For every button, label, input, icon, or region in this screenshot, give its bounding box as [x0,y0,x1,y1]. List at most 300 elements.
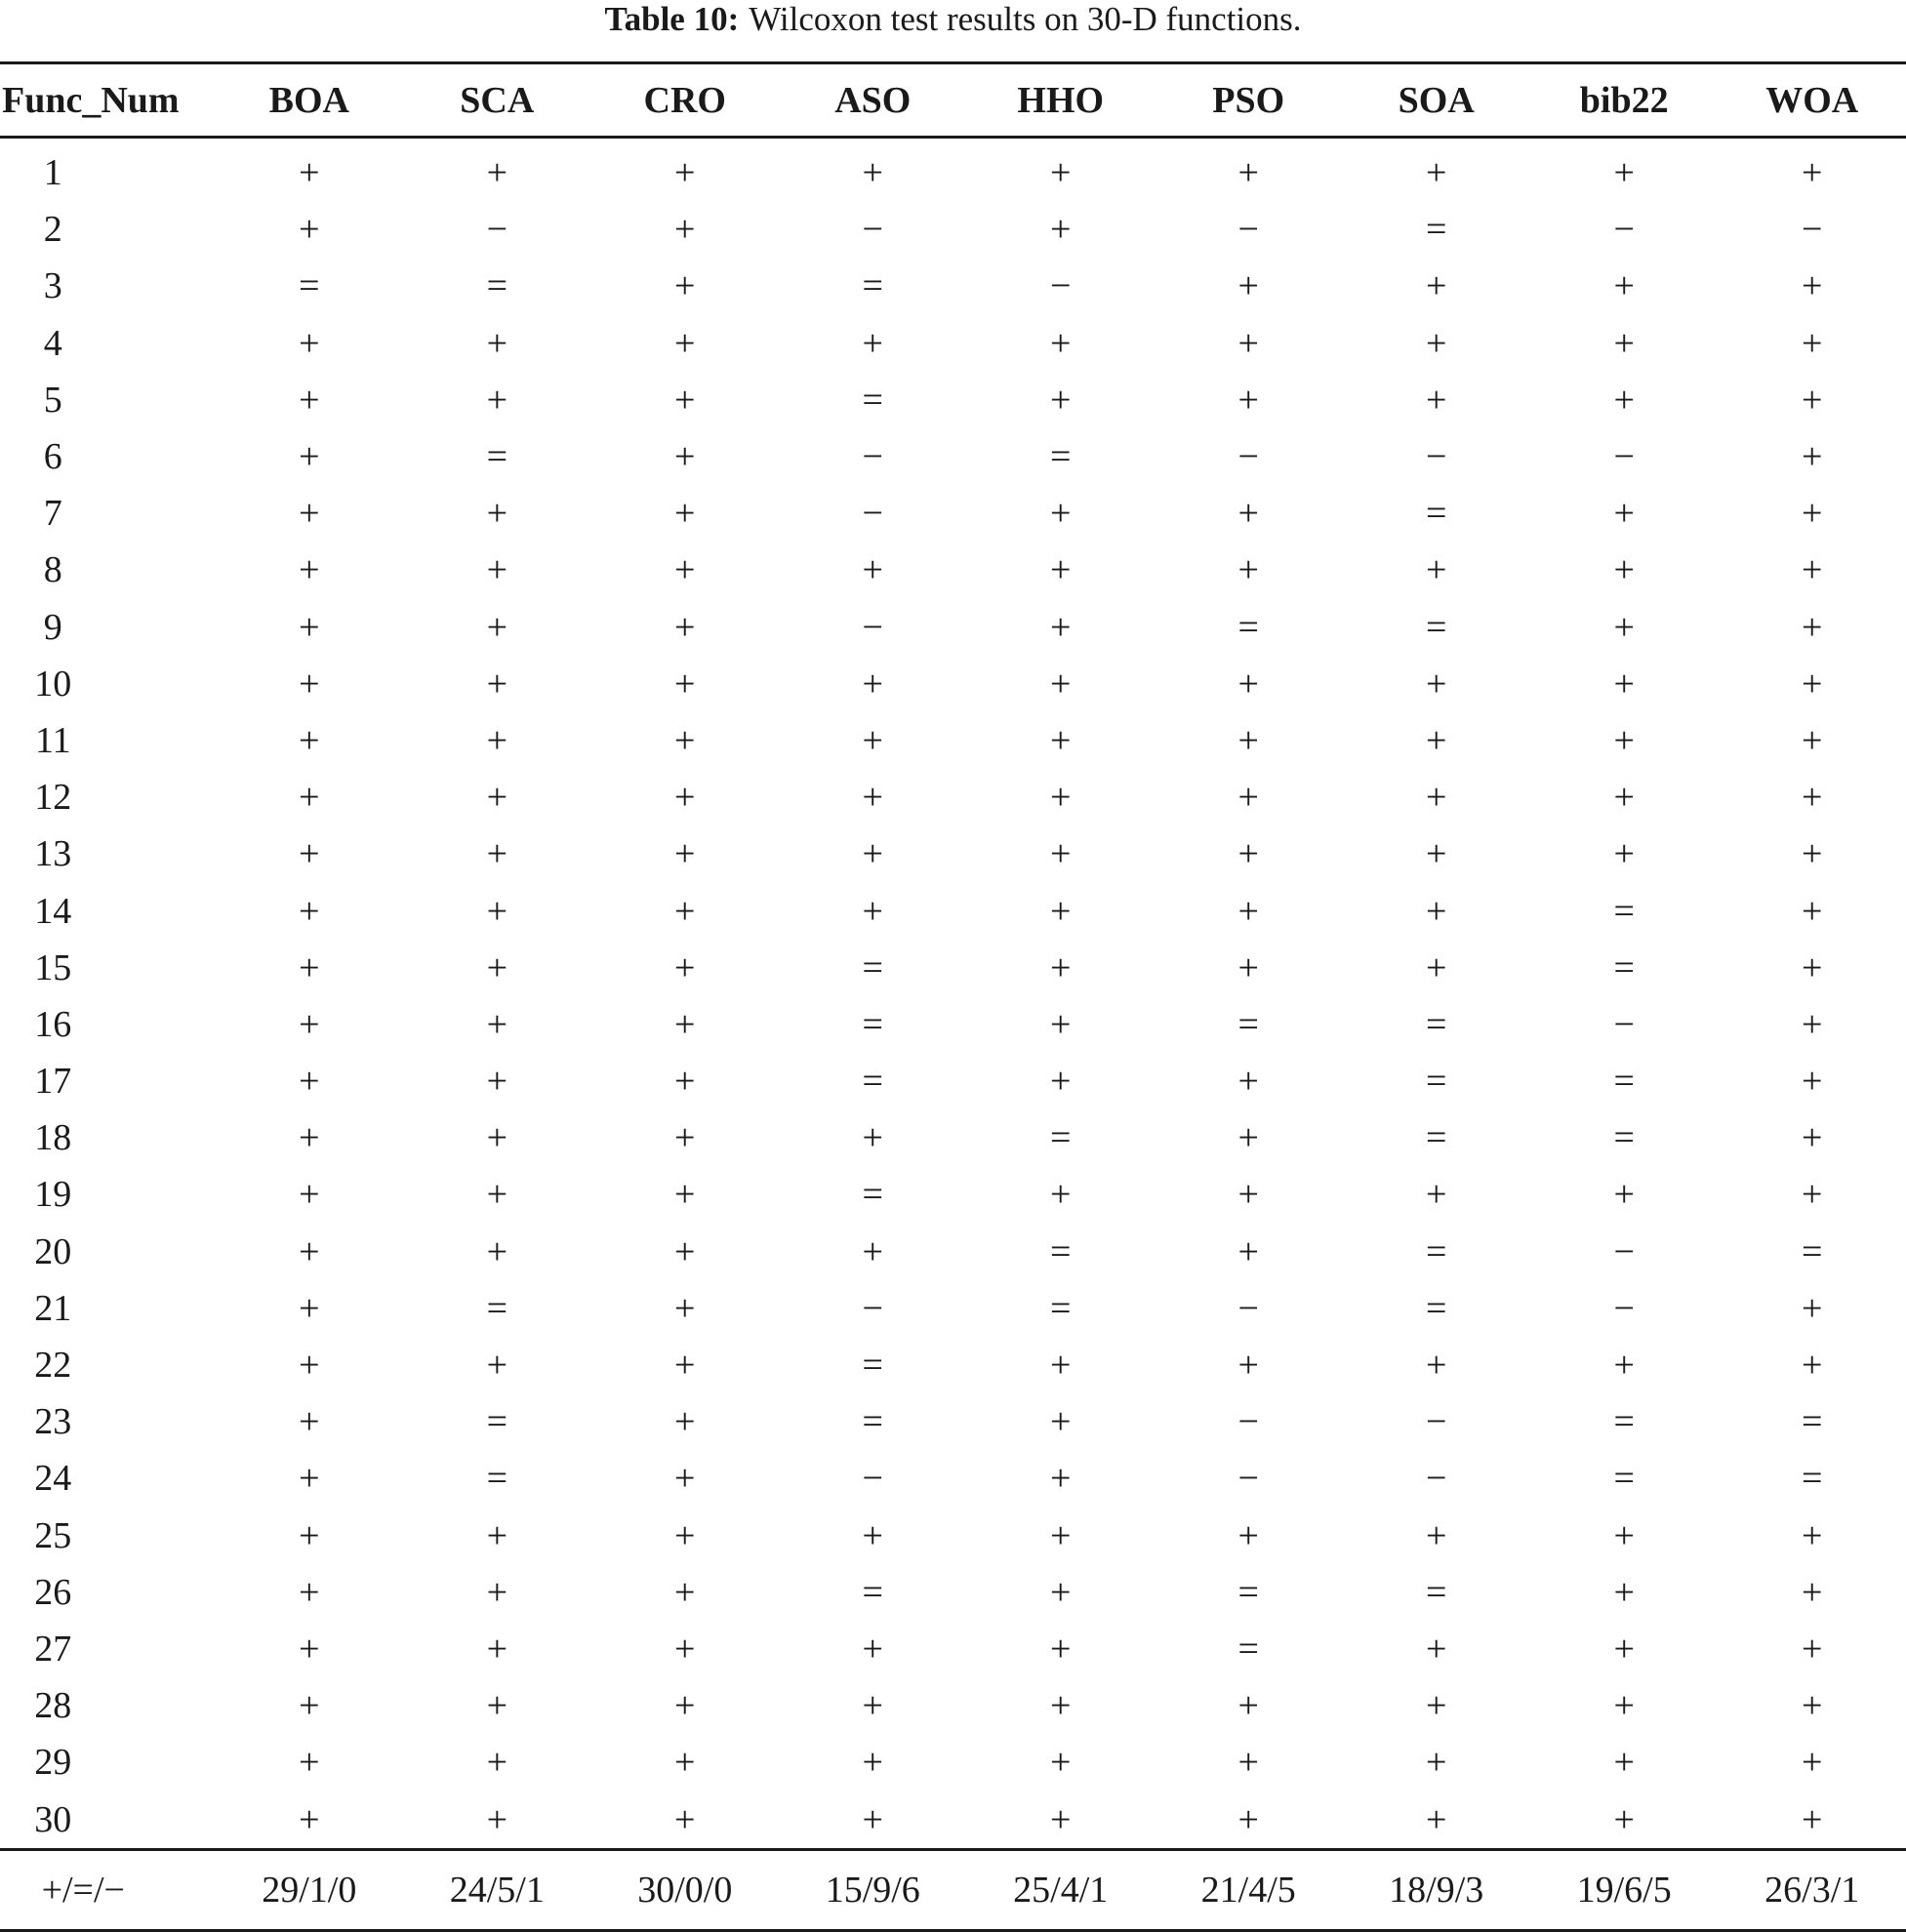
result-cell: + [1050,1174,1072,1216]
result-cell: + [1237,265,1259,307]
result-cell: + [674,1571,696,1613]
summary-cell: 25/4/1 [967,1849,1155,1930]
result-cell: − [862,1458,883,1500]
result-cell: + [674,1798,696,1840]
func-num-cell: 1 [43,152,62,194]
result-cell: + [486,152,507,194]
result-cell: = [1050,1287,1072,1329]
result-cell: = [862,1003,883,1045]
result-cell: = [486,1401,507,1443]
result-cell: + [1237,493,1259,535]
result-cell: + [862,1742,883,1784]
result-cell: + [299,493,320,535]
result-cell: + [486,1628,507,1670]
result-cell: + [1050,663,1072,704]
result-cell: + [486,663,507,704]
table-row [0,1734,1906,1791]
result-cell: + [486,379,507,421]
result-cell: + [1237,946,1259,988]
result-cell: = [1425,493,1447,535]
result-cell: = [1425,209,1447,251]
result-cell: + [1613,1685,1635,1727]
result-cell: + [1050,719,1072,761]
result-cell: + [862,1514,883,1556]
result-cell: + [486,1571,507,1613]
result-cell: + [1237,549,1259,591]
result-cell: − [1613,1003,1635,1045]
result-cell: + [1802,1571,1823,1613]
result-cell: − [862,606,883,648]
result-cell: = [1613,1458,1635,1500]
result-cell: + [674,379,696,421]
header-cro: CRO [591,63,779,138]
result-cell: + [1802,1514,1823,1556]
table-row [0,138,1906,202]
result-cell: + [299,719,320,761]
result-cell: + [1802,1117,1823,1159]
result-cell: + [299,379,320,421]
result-cell: + [1050,1061,1072,1103]
result-cell: + [1613,1742,1635,1784]
result-cell: + [486,1798,507,1840]
result-cell: + [862,719,883,761]
result-cell: = [1613,1117,1635,1159]
func-num-cell: 22 [34,1345,72,1387]
table-row [0,1166,1906,1223]
result-cell: + [1425,890,1447,932]
result-cell: + [299,777,320,819]
result-cell: − [862,1287,883,1329]
result-cell: + [862,663,883,704]
func-num-cell: 30 [34,1798,72,1840]
result-cell: + [862,549,883,591]
table-row [0,1280,1906,1337]
table-row [0,1677,1906,1734]
result-cell: + [1237,379,1259,421]
result-cell: + [299,1345,320,1387]
result-cell: + [299,152,320,194]
summary-cell: 26/3/1 [1718,1849,1906,1930]
summary-cell: 15/9/6 [779,1849,966,1930]
func-num-cell: 15 [34,946,72,988]
result-cell: + [1613,1174,1635,1216]
result-cell: + [1050,1798,1072,1840]
result-cell: = [1425,1571,1447,1613]
result-cell: = [862,1401,883,1443]
result-cell: + [1425,946,1447,988]
table-row [0,599,1906,656]
func-num-cell: 13 [34,833,72,875]
result-cell: + [1425,379,1447,421]
result-cell: + [486,719,507,761]
result-cell: + [1613,152,1635,194]
func-num-cell: 8 [43,549,62,591]
table-row [0,996,1906,1053]
result-cell: + [674,1117,696,1159]
result-cell: + [299,1458,320,1500]
result-cell: + [1050,549,1072,591]
table-row [0,315,1906,372]
result-cell: + [862,1628,883,1670]
result-cell: − [1802,209,1823,251]
func-num-cell: 18 [34,1117,72,1159]
result-cell: + [1802,606,1823,648]
result-cell: + [862,152,883,194]
result-cell: + [1802,1061,1823,1103]
result-cell: − [1613,436,1635,478]
table-row [0,1564,1906,1621]
result-cell: + [674,663,696,704]
result-cell: + [674,1742,696,1784]
result-cell: + [1237,152,1259,194]
func-num-cell: 17 [34,1061,72,1103]
result-cell: + [486,1117,507,1159]
result-cell: + [1613,833,1635,875]
table-row [0,485,1906,542]
header-aso: ASO [779,63,966,138]
result-cell: + [674,946,696,988]
result-cell: + [1802,719,1823,761]
result-cell: + [674,209,696,251]
result-cell: + [1237,1061,1259,1103]
func-num-cell: 28 [34,1685,72,1727]
result-cell: − [1425,436,1447,478]
func-num-cell: 21 [34,1287,72,1329]
summary-cell: 19/6/5 [1530,1849,1718,1930]
result-cell: + [1050,493,1072,535]
func-num-cell: 9 [43,606,62,648]
result-cell: + [299,1287,320,1329]
result-cell: + [674,152,696,194]
result-cell: + [486,493,507,535]
result-cell: + [1237,890,1259,932]
result-cell: + [1237,1798,1259,1840]
func-num-cell: 20 [34,1230,72,1272]
result-cell: + [486,1685,507,1727]
result-cell: = [1237,1571,1259,1613]
result-cell: + [1237,663,1259,704]
result-cell: = [1613,890,1635,932]
result-cell: + [299,549,320,591]
caption-text: Wilcoxon test results on 30-D functions. [749,0,1302,38]
summary-row [0,1849,1906,1930]
result-cell: + [1425,152,1447,194]
result-cell: + [1050,1628,1072,1670]
result-cell: + [1050,833,1072,875]
wilcoxon-results-table [0,61,1906,1932]
result-cell: + [486,1174,507,1216]
result-cell: = [1050,436,1072,478]
table-row [0,1621,1906,1677]
result-cell: − [1237,1401,1259,1443]
result-cell: + [1237,719,1259,761]
result-cell: + [1613,777,1635,819]
result-cell: + [1237,777,1259,819]
result-cell: − [1237,436,1259,478]
result-cell: + [486,1345,507,1387]
result-cell: + [674,1230,696,1272]
result-cell: + [1802,946,1823,988]
header-sca: SCA [403,63,590,138]
result-cell: = [299,265,320,307]
result-cell: + [674,1458,696,1500]
result-cell: = [486,436,507,478]
result-cell: + [1050,152,1072,194]
result-cell: − [1613,1230,1635,1272]
result-cell: + [486,322,507,364]
table-row [0,825,1906,882]
result-cell: + [862,1230,883,1272]
result-cell: = [1425,606,1447,648]
result-cell: − [1237,1458,1259,1500]
result-cell: + [1237,1174,1259,1216]
result-cell: + [1802,1287,1823,1329]
result-cell: + [1050,1742,1072,1784]
result-cell: = [1425,1230,1447,1272]
header-woa: WOA [1718,63,1906,138]
result-cell: = [1425,1117,1447,1159]
result-cell: + [862,833,883,875]
result-cell: = [1425,1003,1447,1045]
result-cell: = [1613,1401,1635,1443]
header-hho: HHO [967,63,1155,138]
result-cell: + [299,209,320,251]
result-cell: = [1425,1061,1447,1103]
result-cell: + [486,890,507,932]
func-num-cell: 10 [34,663,72,704]
header-boa: BOA [216,63,403,138]
result-cell: − [1613,209,1635,251]
result-cell: + [674,1401,696,1443]
result-cell: + [1050,1685,1072,1727]
result-cell: + [486,1230,507,1272]
table-row [0,542,1906,598]
result-cell: + [486,1003,507,1045]
result-cell: + [1050,1571,1072,1613]
result-cell: + [1613,549,1635,591]
table-row [0,1393,1906,1450]
table-row [0,656,1906,712]
result-cell: + [1050,1401,1072,1443]
result-cell: + [299,606,320,648]
table-row [0,712,1906,769]
func-num-cell: 6 [43,436,62,478]
result-cell: + [1425,1742,1447,1784]
result-cell: + [674,549,696,591]
result-cell: + [1050,379,1072,421]
result-cell: + [299,322,320,364]
result-cell: + [1050,1345,1072,1387]
result-cell: + [1237,1742,1259,1784]
result-cell: + [1613,1514,1635,1556]
result-cell: − [862,209,883,251]
result-cell: + [862,1685,883,1727]
result-cell: + [674,1061,696,1103]
result-cell: + [299,946,320,988]
summary-cell: 21/4/5 [1155,1849,1342,1930]
result-cell: + [1802,1685,1823,1727]
caption-label: Table 10: [604,0,740,38]
result-cell: + [1613,1798,1635,1840]
func-num-cell: 7 [43,493,62,535]
result-cell: − [1425,1458,1447,1500]
result-cell: + [674,493,696,535]
result-cell: + [486,833,507,875]
result-cell: + [674,1345,696,1387]
func-num-cell: 12 [34,777,72,819]
result-cell: + [486,1742,507,1784]
result-cell: + [674,777,696,819]
result-cell: − [1613,1287,1635,1329]
result-cell: = [1802,1401,1823,1443]
result-cell: + [1237,1514,1259,1556]
result-cell: + [1237,322,1259,364]
result-cell: + [299,1571,320,1613]
summary-cell: 24/5/1 [403,1849,590,1930]
header-func-num: Func_Num [0,63,216,138]
result-cell: = [1613,946,1635,988]
result-cell: + [486,549,507,591]
result-cell: + [1425,1514,1447,1556]
result-cell: + [1802,436,1823,478]
result-cell: + [1425,833,1447,875]
result-cell: + [1802,379,1823,421]
result-cell: + [1613,322,1635,364]
summary-cell: 30/0/0 [591,1849,779,1930]
result-cell: + [1237,1230,1259,1272]
func-num-cell: 26 [34,1571,72,1613]
result-cell: + [1802,1742,1823,1784]
result-cell: = [862,946,883,988]
result-cell: + [1050,1514,1072,1556]
table-row [0,1109,1906,1166]
result-cell: + [486,777,507,819]
func-num-cell: 27 [34,1628,72,1670]
result-cell: = [862,379,883,421]
result-cell: + [299,890,320,932]
table-row [0,940,1906,996]
result-cell: + [674,322,696,364]
result-cell: + [862,777,883,819]
result-cell: + [1237,833,1259,875]
result-cell: + [1425,265,1447,307]
result-cell: + [1802,265,1823,307]
result-cell: + [299,1230,320,1272]
result-cell: + [486,606,507,648]
result-cell: + [1613,663,1635,704]
table-row [0,1337,1906,1393]
result-cell: + [299,1061,320,1103]
func-num-cell: 3 [43,265,62,307]
table-row [0,1224,1906,1280]
result-cell: + [1802,777,1823,819]
result-cell: + [674,833,696,875]
result-cell: − [862,436,883,478]
func-num-cell: 23 [34,1401,72,1443]
result-cell: + [1802,322,1823,364]
table-row [0,882,1906,939]
result-cell: + [1613,493,1635,535]
result-cell: + [299,833,320,875]
result-cell: = [1050,1230,1072,1272]
result-cell: + [486,1061,507,1103]
result-cell: + [674,606,696,648]
result-cell: = [862,1345,883,1387]
result-cell: + [862,322,883,364]
table-body [0,138,1906,1850]
result-cell: + [486,946,507,988]
func-num-cell: 11 [34,719,71,761]
result-cell: + [1425,1174,1447,1216]
result-cell: + [1425,1628,1447,1670]
result-cell: + [1802,833,1823,875]
result-cell: + [1613,379,1635,421]
result-cell: = [1237,1628,1259,1670]
table-row [0,1791,1906,1849]
result-cell: + [1802,493,1823,535]
result-cell: + [1613,719,1635,761]
table-row [0,428,1906,485]
func-num-cell: 5 [43,379,62,421]
table-row [0,769,1906,825]
result-cell: = [862,265,883,307]
result-cell: + [299,1174,320,1216]
result-cell: + [1237,1117,1259,1159]
result-cell: + [862,1117,883,1159]
table-row [0,201,1906,258]
result-cell: + [1802,1174,1823,1216]
result-cell: = [1237,606,1259,648]
result-cell: + [299,1514,320,1556]
result-cell: + [1802,152,1823,194]
result-cell: + [674,265,696,307]
result-cell: + [1425,549,1447,591]
result-cell: + [299,436,320,478]
result-cell: = [1613,1061,1635,1103]
result-cell: + [299,1003,320,1045]
header-pso: PSO [1155,63,1342,138]
result-cell: + [486,1514,507,1556]
result-cell: + [1425,777,1447,819]
result-cell: + [299,1685,320,1727]
result-cell: + [674,1628,696,1670]
result-cell: + [299,1117,320,1159]
result-cell: + [1802,1628,1823,1670]
func-num-cell: 24 [34,1458,72,1500]
result-cell: + [1802,890,1823,932]
result-cell: + [1050,209,1072,251]
summary-label: +/=/− [0,1849,216,1930]
result-cell: + [674,1685,696,1727]
result-cell: + [674,719,696,761]
result-cell: − [1237,209,1259,251]
result-cell: = [1802,1458,1823,1500]
result-cell: + [862,890,883,932]
result-cell: + [1613,265,1635,307]
result-cell: = [862,1174,883,1216]
result-cell: − [1237,1287,1259,1329]
result-cell: + [1425,1798,1447,1840]
result-cell: = [1425,1287,1447,1329]
result-cell: + [1050,946,1072,988]
func-num-cell: 4 [43,322,62,364]
result-cell: + [1237,1345,1259,1387]
header-row [0,63,1906,138]
table-caption [0,0,1906,43]
result-cell: − [862,493,883,535]
result-cell: + [674,436,696,478]
header-soa: SOA [1342,63,1529,138]
